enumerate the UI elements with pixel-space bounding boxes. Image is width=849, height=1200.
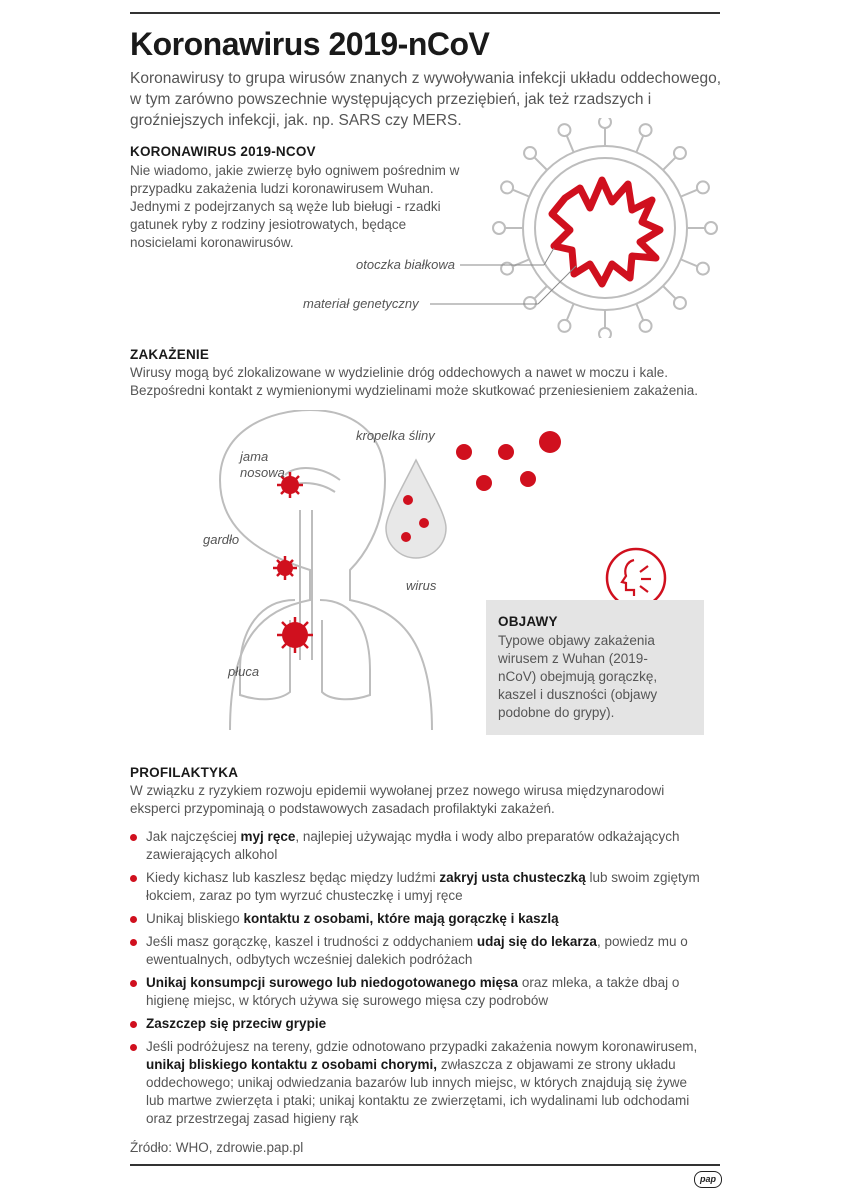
- prevention-tips-list: [130, 828, 700, 1133]
- section-heading-prevention: PROFILAKTYKA: [130, 765, 239, 780]
- label-throat: gardło: [203, 532, 240, 547]
- page-title: Koronawirus 2019-nCoV: [130, 26, 490, 62]
- label-saliva-droplet: kropelka śliny: [356, 428, 435, 443]
- label-protein-shell: otoczka białkowa: [356, 257, 455, 272]
- bullet-icon: [130, 1021, 137, 1028]
- symptoms-panel: [486, 600, 704, 735]
- bottom-rule: [130, 1164, 720, 1166]
- label-nasal-cavity: jama nosowa: [240, 449, 285, 480]
- label-virus: wirus: [406, 578, 437, 593]
- section-heading-virus: KORONAWIRUS 2019-NCOV: [130, 144, 316, 159]
- list-item: Zaszczep się przeciw grypie: [130, 1015, 700, 1033]
- top-rule: [130, 12, 720, 14]
- pap-logo: pap: [694, 1171, 722, 1188]
- symptoms-text: Typowe objawy zakażenia wirusem z Wuhan (2019-nCoV) obejmują gorączkę, kaszel i duszności (objawy podobne do grypy).: [498, 633, 658, 720]
- bullet-icon: [130, 980, 137, 987]
- bullet-icon: [130, 916, 137, 923]
- label-lungs: płuca: [228, 664, 260, 679]
- list-item: Jeśli podróżujesz na tereny, gdzie odnotowano przypadki zakażenia nowym koronawirusem, unikaj bliskiego kontaktu z osobami chorymi, zwłaszcza z objawami ze strony układu oddechowego; unikaj odwiedzania bazarów lub innych miejsc, w których znajdują się żywe lub martwe zwierzęta i ptaki; unikaj kontaktu ze zwierzętami, ich wydalinami lub odchodami oraz przestrzegaj zasad higieny rąk: [130, 1038, 700, 1128]
- bullet-icon: [130, 834, 137, 841]
- bullet-icon: [130, 1044, 137, 1051]
- label-genetic-material: materiał genetyczny: [303, 296, 419, 311]
- bullet-icon: [130, 875, 137, 882]
- list-item: Unikaj bliskiego kontaktu z osobami, które mają gorączkę i kaszlą: [130, 910, 700, 928]
- symptoms-heading: OBJAWY: [498, 614, 558, 629]
- section-text-prevention: W związku z ryzykiem rozwoju epidemii wywołanej przez nowego wirusa międzynarodowi eksperci przypominają o podstawowych zasadach profilaktyki zakażeń.: [130, 783, 665, 816]
- section-text-infection: Wirusy mogą być zlokalizowane w wydzielinie dróg oddechowych a nawet w moczu i kale. Bezpośredni kontakt z wymienionymi wydzielinami może skutkować przeniesieniem zakażenia.: [130, 365, 698, 398]
- section-heading-infection: ZAKAŻENIE: [130, 347, 210, 362]
- section-text-virus: Nie wiadomo, jakie zwierzę było ogniwem pośrednim w przypadku zakażenia ludzi koronawirusem Wuhan. Jednymi z podejrzanych są węże lub bieługi - rzadki gatunek ryby z rodziny jesiotrowatych, będące nosicielami koronawirusów.: [130, 163, 460, 250]
- list-item: Unikaj konsumpcji surowego lub niedogotowanego mięsa oraz mleka, a także dbaj o higienę miejsc, w których używa się surowego mięsa czy podrobów: [130, 974, 700, 1010]
- list-item: Jeśli masz gorączkę, kaszel i trudności z oddychaniem udaj się do lekarza, powiedz mu o ewentualnych, odbytych wcześniej dalekich podróżach: [130, 933, 700, 969]
- intro-text: Koronawirusy to grupa wirusów znanych z wywoływania infekcji układu oddechowego, w tym zarówno powszechnie występujących przeziębień, jak też rzadszych i groźniejszych infekcji, jak. np. SARS czy MERS.: [130, 70, 722, 129]
- list-item: Kiedy kichasz lub kaszlesz będąc między ludźmi zakryj usta chusteczką lub swoim zgiętym łokciem, zaraz po tym wyrzuć chusteczkę i umyj ręce: [130, 869, 700, 905]
- bullet-icon: [130, 939, 137, 946]
- source-note: Źródło: WHO, zdrowie.pap.pl: [130, 1140, 304, 1155]
- list-item: Jak najczęściej myj ręce, najlepiej używając mydła i wody albo preparatów odkażających zawierających alkohol: [130, 828, 700, 864]
